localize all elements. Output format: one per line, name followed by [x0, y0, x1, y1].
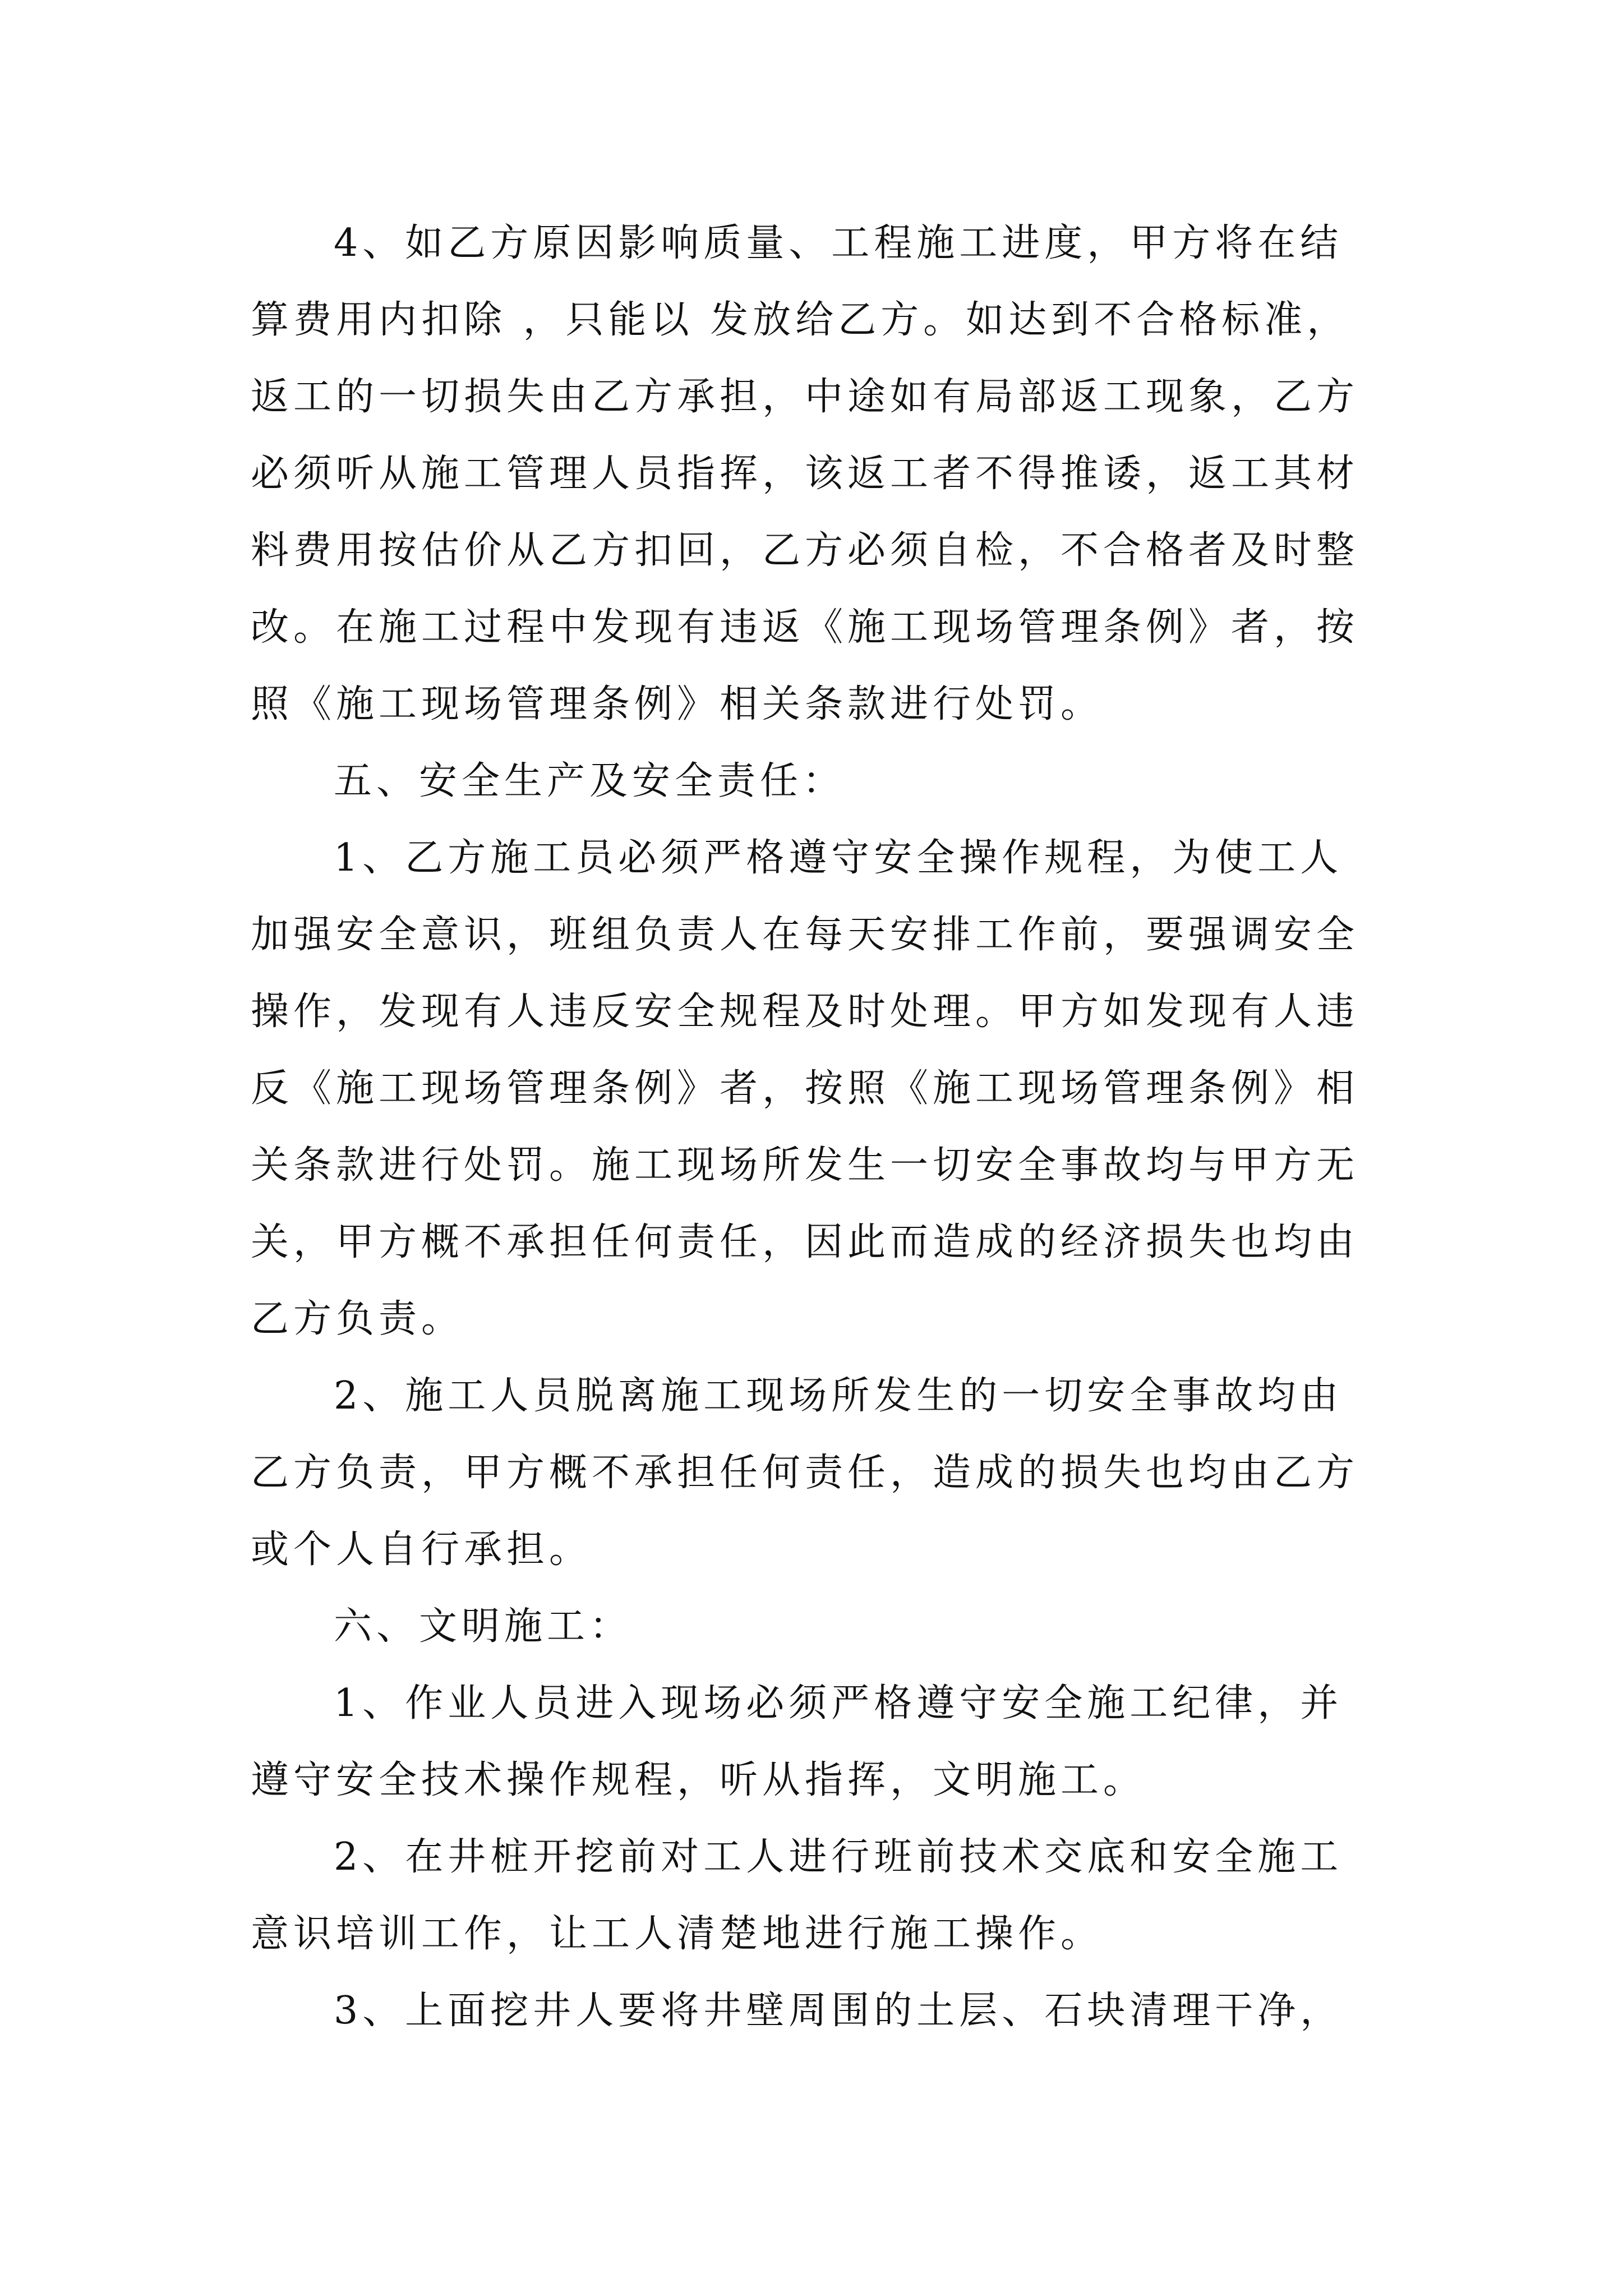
text-line: 1、乙方施工员必须严格遵守安全操作规程，为使工人 — [334, 836, 1343, 880]
text-line: 意识培训工作，让工人清楚地进行施工操作。 — [251, 1912, 1104, 1956]
text-line: 加强安全意识，班组负责人在每天安排工作前，要强调安全 — [251, 913, 1359, 957]
text-line: 照《施工现场管理条例》相关条款进行处罚。 — [251, 682, 1104, 726]
section-heading: 五、安全生产及安全责任： — [334, 759, 846, 803]
text-line: 乙方负责，甲方概不承担任何责任，造成的损失也均由乙方 — [251, 1451, 1359, 1495]
text-line: 关，甲方概不承担任何责任，因此而造成的经济损失也均由 — [251, 1220, 1359, 1264]
text-line: 反《施工现场管理条例》者，按照《施工现场管理条例》相 — [251, 1066, 1359, 1111]
text-line: 操作，发现有人违反安全规程及时处理。甲方如发现有人违 — [251, 990, 1359, 1034]
text-line: 4、如乙方原因影响质量、工程施工进度，甲方将在结 — [334, 221, 1343, 265]
text-line: 1、作业人员进入现场必须严格遵守安全施工纪律，并 — [334, 1681, 1343, 1726]
text-line: 乙方负责。 — [251, 1297, 464, 1341]
section-heading: 六、文明施工： — [334, 1604, 633, 1649]
text-line: 2、在井桩开挖前对工人进行班前技术交底和安全施工 — [334, 1835, 1343, 1879]
text-line: 3、上面挖井人要将井壁周围的土层、石块清理干净， — [334, 1989, 1343, 2033]
text-line: 算费用内扣除 ，只能以 发放给乙方。如达到不合格标准， — [251, 298, 1350, 342]
text-line: 料费用按估价从乙方扣回，乙方必须自检，不合格者及时整 — [251, 528, 1359, 573]
text-line: 或个人自行承担。 — [251, 1527, 592, 1572]
text-line: 返工的一切损失由乙方承担，中途如有局部返工现象，乙方 — [251, 375, 1359, 419]
text-line: 关条款进行处罚。施工现场所发生一切安全事故均与甲方无 — [251, 1143, 1359, 1188]
text-line: 必须听从施工管理人员指挥，该返工者不得推诿，返工其材 — [251, 452, 1359, 496]
text-line: 遵守安全技术操作规程，听从指挥，文明施工。 — [251, 1758, 1146, 1802]
document-body — [251, 205, 1395, 2049]
text-line: 2、施工人员脱离施工现场所发生的一切安全事故均由 — [334, 1374, 1343, 1418]
text-line: 改。在施工过程中发现有违返《施工现场管理条例》者，按 — [251, 605, 1359, 650]
